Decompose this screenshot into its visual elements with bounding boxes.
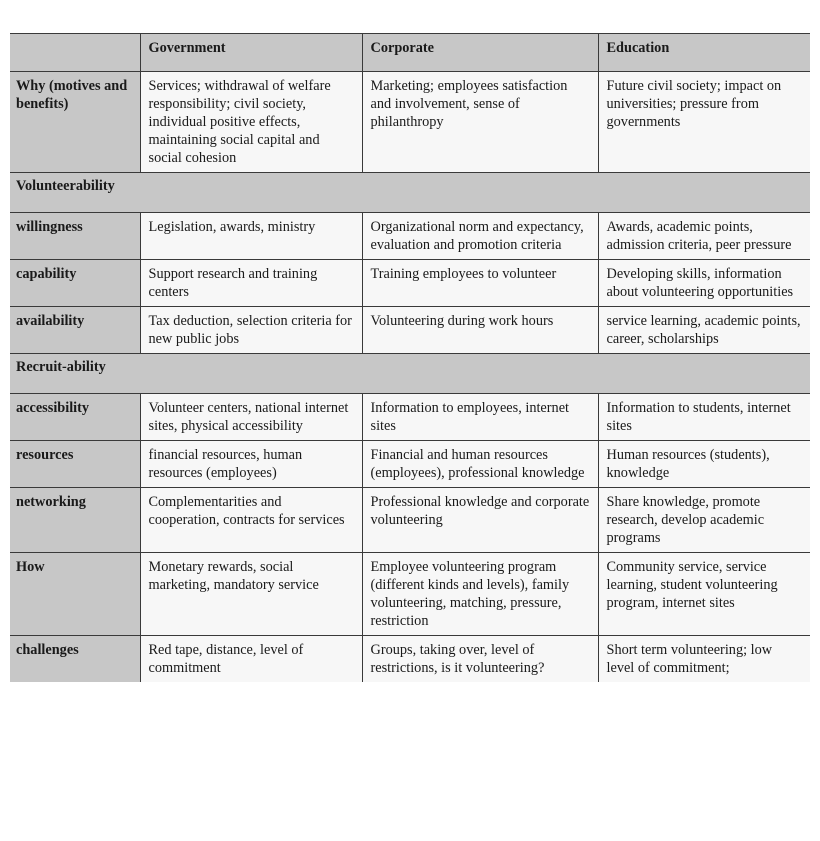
- column-header-government: Government: [140, 34, 362, 72]
- table-cell: Community service, service learning, student volunteering program, internet sites: [598, 553, 810, 636]
- section-label: Volunteerability: [10, 173, 810, 213]
- table-cell: Volunteering during work hours: [362, 307, 598, 354]
- comparison-table: [10, 33, 810, 682]
- row-label: accessibility: [10, 394, 140, 441]
- table-cell: Professional knowledge and corporate volunteering: [362, 488, 598, 553]
- table-row: [10, 213, 810, 260]
- row-label: availability: [10, 307, 140, 354]
- table-cell: Information to employees, internet sites: [362, 394, 598, 441]
- table-cell: financial resources, human resources (employees): [140, 441, 362, 488]
- table-header: [10, 34, 810, 72]
- table-cell: Monetary rewards, social marketing, mandatory service: [140, 553, 362, 636]
- table-cell: Legislation, awards, ministry: [140, 213, 362, 260]
- table-cell: Tax deduction, selection criteria for new public jobs: [140, 307, 362, 354]
- table-cell: Human resources (students), knowledge: [598, 441, 810, 488]
- table-row: [10, 394, 810, 441]
- table-row: [10, 260, 810, 307]
- table-cell: Awards, academic points, admission criteria, peer pressure: [598, 213, 810, 260]
- row-label: How: [10, 553, 140, 636]
- row-label: networking: [10, 488, 140, 553]
- table-cell: Marketing; employees satisfaction and involvement, sense of philanthropy: [362, 72, 598, 173]
- table-row: [10, 553, 810, 636]
- table-cell: Organizational norm and expectancy, evaluation and promotion criteria: [362, 213, 598, 260]
- table-cell: Share knowledge, promote research, develop academic programs: [598, 488, 810, 553]
- table-cell: Volunteer centers, national internet sites, physical accessibility: [140, 394, 362, 441]
- table-cell: Groups, taking over, level of restrictions, is it volunteering?: [362, 636, 598, 683]
- table-cell: Red tape, distance, level of commitment: [140, 636, 362, 683]
- row-label: resources: [10, 441, 140, 488]
- table-cell: Services; withdrawal of welfare responsibility; civil society, individual positive effects, maintaining social capital and social cohesion: [140, 72, 362, 173]
- table-row: [10, 72, 810, 173]
- table-corner-cell: [10, 34, 140, 72]
- row-label: capability: [10, 260, 140, 307]
- column-header-corporate: Corporate: [362, 34, 598, 72]
- table-section-row: [10, 354, 810, 394]
- section-label: Recruit-ability: [10, 354, 810, 394]
- row-label: challenges: [10, 636, 140, 683]
- table-cell: Developing skills, information about volunteering opportunities: [598, 260, 810, 307]
- table-body: [10, 72, 810, 683]
- table-cell: Information to students, internet sites: [598, 394, 810, 441]
- table-cell: Short term volunteering; low level of commitment;: [598, 636, 810, 683]
- table-row: [10, 441, 810, 488]
- table-row: [10, 636, 810, 683]
- table-header-row: [10, 34, 810, 72]
- row-label: Why (motives and benefits): [10, 72, 140, 173]
- table-section-row: [10, 173, 810, 213]
- table-cell: service learning, academic points, career, scholarships: [598, 307, 810, 354]
- table-cell: Financial and human resources (employees), professional knowledge: [362, 441, 598, 488]
- column-header-education: Education: [598, 34, 810, 72]
- row-label: willingness: [10, 213, 140, 260]
- table-cell: Training employees to volunteer: [362, 260, 598, 307]
- table-cell: Support research and training centers: [140, 260, 362, 307]
- table-row: [10, 307, 810, 354]
- table-cell: Complementarities and cooperation, contracts for services: [140, 488, 362, 553]
- table-row: [10, 488, 810, 553]
- table-cell: Future civil society; impact on universities; pressure from governments: [598, 72, 810, 173]
- table-cell: Employee volunteering program (different kinds and levels), family volunteering, matching, pressure, restriction: [362, 553, 598, 636]
